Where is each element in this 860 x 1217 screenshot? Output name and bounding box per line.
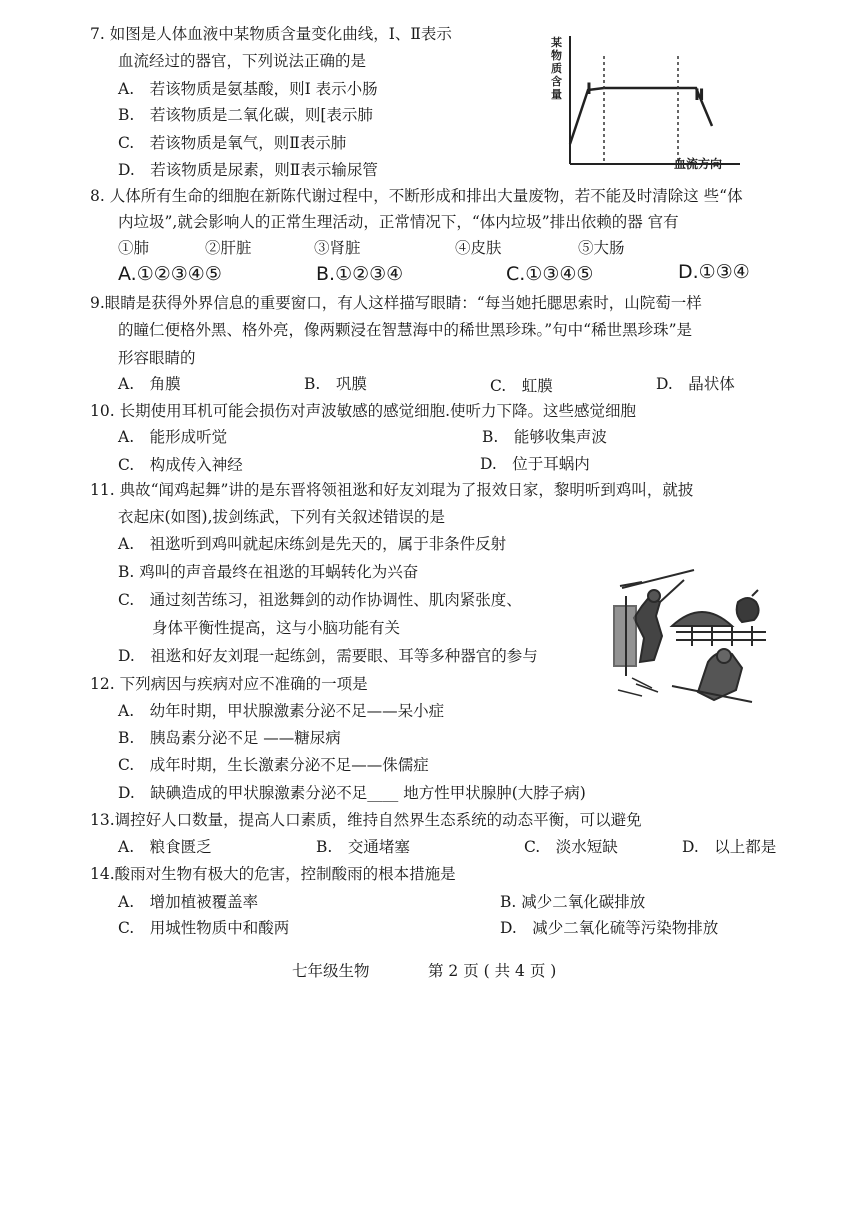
- q8-organ-4: ④皮肤: [455, 239, 502, 257]
- q7-figure-y-label: 某物质含量: [551, 36, 562, 101]
- q13-stem-line1: 13.调控好人口数量，提高人口素质，维持自然界生态系统的动态平衡，可以避免: [90, 811, 642, 829]
- q8-stem-line2: 内垃圾”,就会影响人的正常生理活动，正常情况下，“体内垃圾”排出依赖的器 官有: [118, 213, 679, 231]
- q8-option-a: A.①②③④⑤: [118, 263, 222, 285]
- q8-organ-5: ⑤大肠: [578, 239, 625, 257]
- q12-option-d: D. 缺碘造成的甲状腺激素分泌不足____ 地方性甲状腺肿(大脖子病): [118, 784, 586, 802]
- q11-option-b: B. 鸡叫的声音最终在祖逖的耳蜗转化为兴奋: [118, 563, 419, 581]
- q8-organ-2: ②肝脏: [205, 239, 252, 257]
- q7-option-c: C. 若该物质是氧气，则Ⅱ表示肺: [118, 134, 347, 152]
- q11-option-c-line1: C. 通过刻苦练习，祖逖舞剑的动作协调性、肌肉紧张度、: [118, 591, 522, 609]
- q9-option-d: D. 晶状体: [656, 375, 735, 393]
- q14-stem-line1: 14.酸雨对生物有极大的危害，控制酸雨的根本措施是: [90, 865, 456, 883]
- q9-stem-line2: 的瞳仁便格外黑、格外亮，像两颗浸在智慧海中的稀世黑珍珠。”句中“稀世黑珍珠”是: [118, 321, 693, 339]
- q7-option-a: A. 若该物质是氨基酸，则Ⅰ 表示小肠: [118, 80, 378, 98]
- q10-option-b: B. 能够收集声波: [482, 428, 607, 446]
- q13-option-a: A. 粮食匮乏: [118, 838, 212, 856]
- q9-stem-line3: 形容眼睛的: [118, 349, 196, 367]
- q12-option-c: C. 成年时期，生长激素分泌不足——侏儒症: [118, 756, 429, 774]
- q8-organ-1: ①肺: [118, 239, 150, 257]
- q11-option-c-line2: 身体平衡性提高，这与小脑功能有关: [152, 619, 401, 637]
- q8-option-b: B.①②③④: [316, 263, 404, 285]
- q7-option-b: B. 若该物质是二氧化碳，则[表示肺: [118, 106, 373, 124]
- q12-stem-line1: 12. 下列病因与疾病对应不准确的一项是: [90, 675, 368, 693]
- q11-option-d: D. 祖逖和好友刘琨一起练剑，需要眼、耳等多种器官的参与: [118, 647, 538, 665]
- q7-figure-mark-2: Ⅱ: [694, 85, 705, 104]
- q12-option-b: B. 胰岛素分泌不足 ——糖尿病: [118, 729, 341, 747]
- q10-option-d: D. 位于耳蜗内: [480, 455, 590, 473]
- q7-figure-mark-1: Ⅰ: [586, 79, 592, 98]
- q7-stem-line2: 血流经过的器官，下列说法正确的是: [118, 52, 367, 70]
- q12-option-a: A. 幼年时期，甲状腺激素分泌不足——呆小症: [118, 702, 445, 720]
- q9-option-c: C. 虹膜: [490, 377, 553, 395]
- q8-option-c: C.①③④⑤: [506, 263, 594, 285]
- q7-figure-x-label: 血流方向: [674, 157, 723, 171]
- q11-illustration: [612, 566, 772, 708]
- q8-option-d: D.①③④: [678, 261, 750, 283]
- q11-stem-line1: 11. 典故“闻鸡起舞”讲的是东晋将领祖逖和好友刘琨为了报效日家，黎明听到鸡叫，就披: [90, 481, 694, 499]
- footer-subject: 七年级生物: [292, 962, 370, 980]
- q14-option-a: A. 增加植被覆盖率: [118, 893, 259, 911]
- q11-stem-line2: 衣起床(如图),拔剑练武，下列有关叙述错误的是: [118, 508, 446, 526]
- q7-stem-line1: 7. 如图是人体血液中某物质含量变化曲线，Ⅰ、Ⅱ表示: [90, 25, 452, 43]
- q9-option-b: B. 巩膜: [304, 375, 367, 393]
- q9-option-a: A. 角膜: [118, 375, 181, 393]
- q10-option-a: A. 能形成听觉: [118, 428, 228, 446]
- q9-stem-line1: 9.眼睛是获得外界信息的重要窗口，有人这样描写眼睛：“每当她托腮思索时，山院萄一样: [90, 294, 702, 312]
- q13-option-c: C. 淡水短缺: [524, 838, 618, 856]
- footer-page-info: 第 2 页 ( 共 4 页 ): [428, 962, 557, 980]
- q14-option-b: B. 减少二氧化碳排放: [500, 893, 646, 911]
- q11-option-a: A. 祖逖听到鸡叫就起床练剑是先天的，属于非条件反射: [118, 535, 507, 553]
- q14-option-c: C. 用城性物质中和酸两: [118, 919, 290, 937]
- q8-stem-line1: 8. 人体所有生命的细胞在新陈代谢过程中，不断形成和排出大量废物，若不能及时清除这 些“体: [90, 187, 743, 205]
- q10-option-c: C. 构成传入神经: [118, 456, 243, 474]
- q13-option-d: D. 以上都是: [682, 838, 777, 856]
- q7-option-d: D. 若该物质是尿素，则Ⅱ表示输尿管: [118, 161, 378, 179]
- q13-option-b: B. 交通堵塞: [316, 838, 410, 856]
- q7-curve-figure: [548, 22, 748, 174]
- q14-option-d: D. 减少二氧化硫等污染物排放: [500, 919, 719, 937]
- q10-stem-line1: 10. 长期使用耳机可能会损伤对声波敏感的感觉细胞.使听力下降。这些感觉细胞: [90, 402, 637, 420]
- q8-organ-3: ③肾脏: [314, 239, 361, 257]
